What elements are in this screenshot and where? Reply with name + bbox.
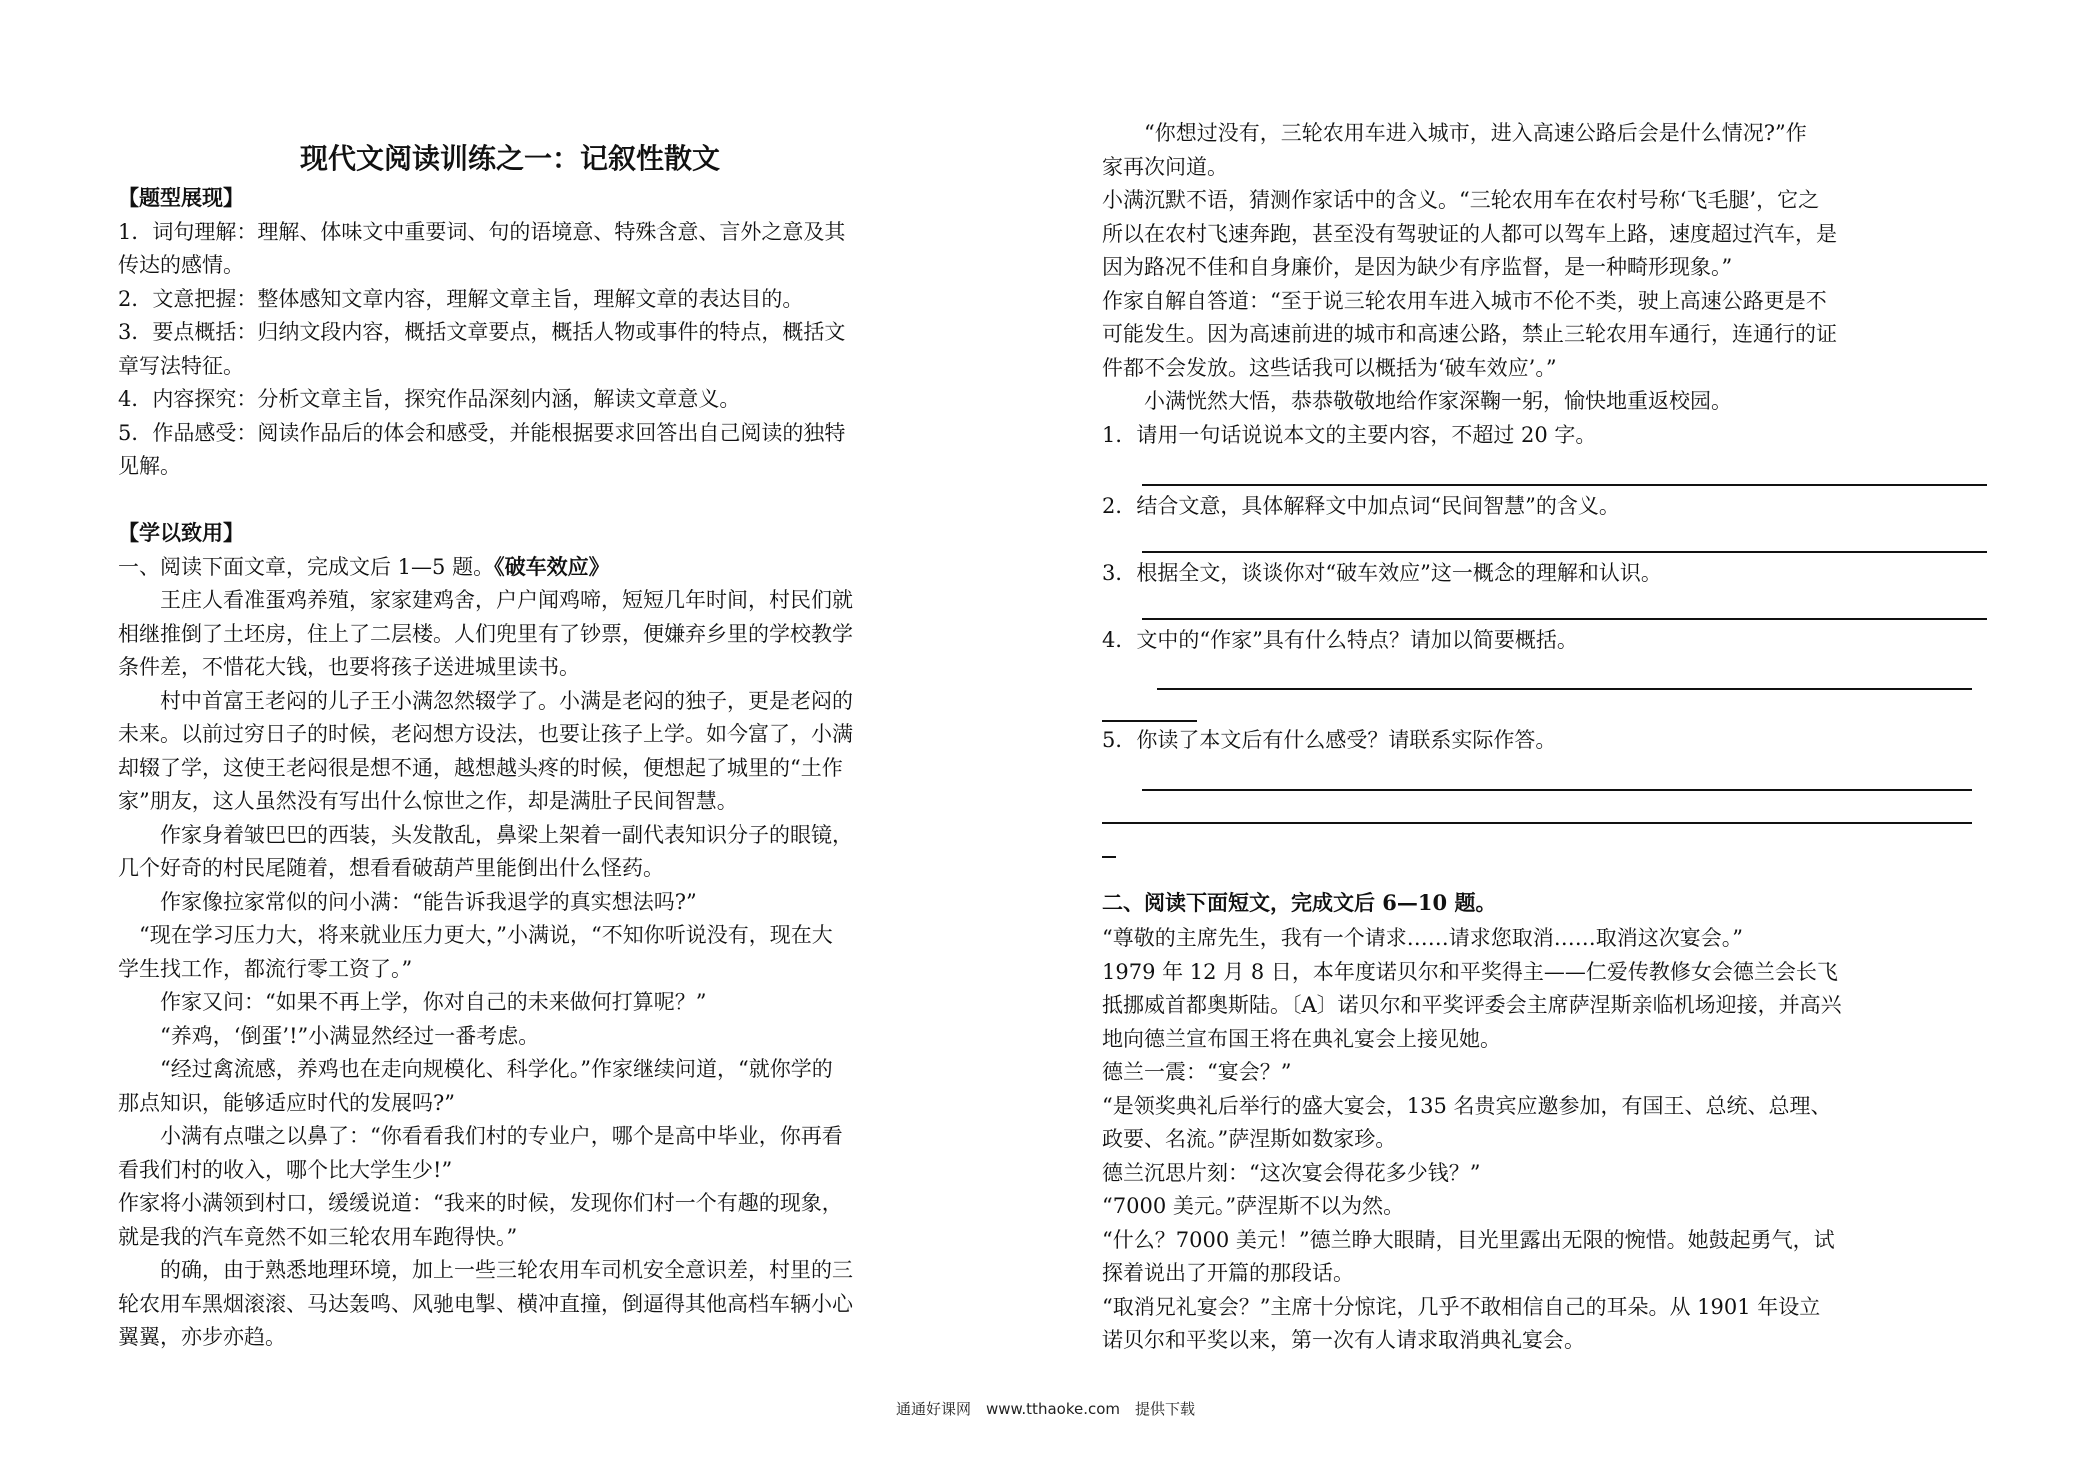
text-line: “尊敬的主席先生，我有一个请求……请求您取消……取消这次宴会。” [1102,926,1743,950]
text-line: 王庄人看准蛋鸡养殖，家家建鸡舍，户户闻鸡啼，短短几年时间，村民们就 [118,588,853,612]
text-line: 作家又问：“如果不再上学，你对自己的未来做何打算呢？” [118,990,707,1014]
answer-blank[interactable] [1142,618,1987,620]
text-line: 4．内容探究：分析文章主旨，探究作品深刻内涵，解读文章意义。 [118,387,741,411]
text-line: “是领奖典礼后举行的盛大宴会，135 名贵宾应邀参加，有国王、总统、总理、 [1102,1094,1832,1118]
text-line: 2．文意把握：整体感知文章内容，理解文章主旨，理解文章的表达目的。 [118,287,804,311]
text-line: 因为路况不佳和自身廉价，是因为缺少有序监督，是一种畸形现象。” [1102,255,1733,279]
text-line: 却辍了学，这使王老闷很是想不通，越想越头疼的时候，便想起了城里的“土作 [118,756,843,780]
text-line: “什么？7000 美元！”德兰睁大眼睛，目光里露出无限的惋惜。她鼓起勇气，试 [1102,1228,1835,1252]
text-line: 所以在农村飞速奔跑，甚至没有驾驶证的人都可以驾车上路，速度超过汽车，是 [1102,222,1837,246]
answer-blank[interactable] [1142,789,1972,791]
text-line: 小满恍然大悟，恭恭敬敬地给作家深鞠一躬，愉快地重返校园。 [1102,389,1732,413]
question-4: 4．文中的“作家”具有什么特点？请加以简要概括。 [1102,628,1578,652]
text-line: 条件差，不惜花大钱，也要将孩子送进城里读书。 [118,655,580,679]
text-line: 5．作品感受：阅读作品后的体会和感受，并能根据要求回答出自己阅读的独特 [118,421,846,445]
text-line: 就是我的汽车竟然不如三轮农用车跑得快。” [118,1225,518,1249]
text-line: 村中首富王老闷的儿子王小满忽然辍学了。小满是老闷的独子，更是老闷的 [118,689,853,713]
text-line: “养鸡，‘倒蛋’!”小满显然经过一番考虑。 [118,1024,540,1048]
text-line: “经过禽流感，养鸡也在走向规模化、科学化。”作家继续问道，“就你学的 [118,1057,833,1081]
answer-blank[interactable] [1157,688,1972,690]
answer-blank[interactable] [1102,856,1116,858]
text-line: 轮农用车黑烟滚滚、马达轰鸣、风驰电掣、横冲直撞，倒逼得其他高档车辆小心 [118,1292,853,1316]
text-line: 章写法特征。 [118,354,244,378]
text-line: “现在学习压力大，将来就业压力更大，”小满说，“不知你听说没有，现在大 [118,923,833,947]
text-line: 家”朋友，这人虽然没有写出什么惊世之作，却是满肚子民间智慧。 [118,789,738,813]
article-title: 《破车效应》 [494,554,610,579]
answer-blank[interactable] [1102,720,1197,722]
text-line: 地向德兰宣布国王将在典礼宴会上接见她。 [1102,1027,1501,1051]
text-line: 3．要点概括：归纳文段内容，概括文章要点，概括人物或事件的特点，概括文 [118,320,846,344]
text-line: 作家将小满领到村口，缓缓说道：“我来的时候，发现你们村一个有趣的现象， [118,1191,843,1215]
text-line: 1979 年 12 月 8 日，本年度诺贝尔和平奖得主——仁爱传教修女会德兰会长飞 [1102,960,1838,984]
text-line: 的确，由于熟悉地理环境，加上一些三轮农用车司机安全意识差，村里的三 [118,1258,853,1282]
answer-blank[interactable] [1102,822,1972,824]
answer-blank[interactable] [1142,551,1987,553]
text-line: 诺贝尔和平奖以来，第一次有人请求取消典礼宴会。 [1102,1328,1585,1352]
text-line: 德兰一震：“宴会？” [1102,1060,1292,1084]
section-heading: 【学以致用】 [118,520,244,545]
footer-credit: 通通好课网 www.tthaoke.com 提供下载 [895,1400,1196,1418]
section-heading: 【题型展现】 [118,185,244,210]
text-line: 探着说出了开篇的那段话。 [1102,1261,1354,1285]
text-line: 小满有点嗤之以鼻了：“你看看我们村的专业户，哪个是高中毕业，你再看 [118,1124,843,1148]
text-line: 1．请用一句话说说本文的主要内容，不超过 20 字。 [1102,423,1597,447]
text-line: 作家像拉家常似的问小满：“能告诉我退学的真实想法吗?” [118,890,697,914]
text-line: 学生找工作，都流行零工资了。” [118,957,413,981]
page-title: 现代文阅读训练之一：记叙性散文 [300,142,721,175]
text-line: 几个好奇的村民尾随着，想看看破葫芦里能倒出什么怪药。 [118,856,664,880]
text-line: 件都不会发放。这些话我可以概括为‘破车效应’。” [1102,356,1557,380]
text-line: 家再次问道。 [1102,155,1228,179]
section-heading: 二、阅读下面短文，完成文后 6—10 题。 [1102,890,1497,915]
answer-blank[interactable] [1142,484,1987,486]
text-line: 抵挪威首都奥斯陆。〔A〕诺贝尔和平奖评委会主席萨涅斯亲临机场迎接，并高兴 [1102,993,1842,1017]
text-line: 小满沉默不语，猜测作家话中的含义。“三轮农用车在农村号称‘飞毛腿’，它之 [1102,188,1820,212]
text-line: 看我们村的收入，哪个比大学生少!” [118,1158,453,1182]
text-line: 可能发生。因为高速前进的城市和高速公路，禁止三轮农用车通行，连通行的证 [1102,322,1837,346]
instruction-line: 一、阅读下面文章，完成文后 1—5 题。《破车效应》 [118,554,610,579]
question-5: 5．你读了本文后有什么感受？请联系实际作答。 [1102,728,1557,752]
text-line: “你想过没有，三轮农用车进入城市，进入高速公路后会是什么情况?”作 [1102,121,1807,145]
text-line: 德兰沉思片刻：“这次宴会得花多少钱？” [1102,1161,1481,1185]
text-line: 传达的感情。 [118,253,244,277]
question-2: 2．结合文意，具体解释文中加点词“民间智慧”的含义。 [1102,494,1620,518]
text-line: 翼翼，亦步亦趋。 [118,1325,286,1349]
text-line: 见解。 [118,454,181,478]
text-line: 作家自解自答道：“至于说三轮农用车进入城市不伦不类，驶上高速公路更是不 [1102,289,1827,313]
text-line: “7000 美元。”萨涅斯不以为然。 [1102,1194,1405,1218]
text-line: 作家身着皱巴巴的西装，头发散乱，鼻梁上架着一副代表知识分子的眼镜， [118,823,853,847]
text-line: 未来。以前过穷日子的时候，老闷想方设法，也要让孩子上学。如今富了，小满 [118,722,853,746]
question-3: 3．根据全文，谈谈你对“破车效应”这一概念的理解和认识。 [1102,561,1662,585]
text-line: 那点知识，能够适应时代的发展吗?” [118,1091,455,1115]
text-line: “取消兄礼宴会？”主席十分惊诧，几乎不敢相信自己的耳朵。从 1901 年设立 [1102,1295,1821,1319]
text-line: 1．词句理解：理解、体味文中重要词、句的语境意、特殊含意、言外之意及其 [118,220,846,244]
text-line: 相继推倒了土坯房，住上了二层楼。人们兜里有了钞票，便嫌弃乡里的学校教学 [118,622,853,646]
text-line: 政要、名流。”萨涅斯如数家珍。 [1102,1127,1397,1151]
